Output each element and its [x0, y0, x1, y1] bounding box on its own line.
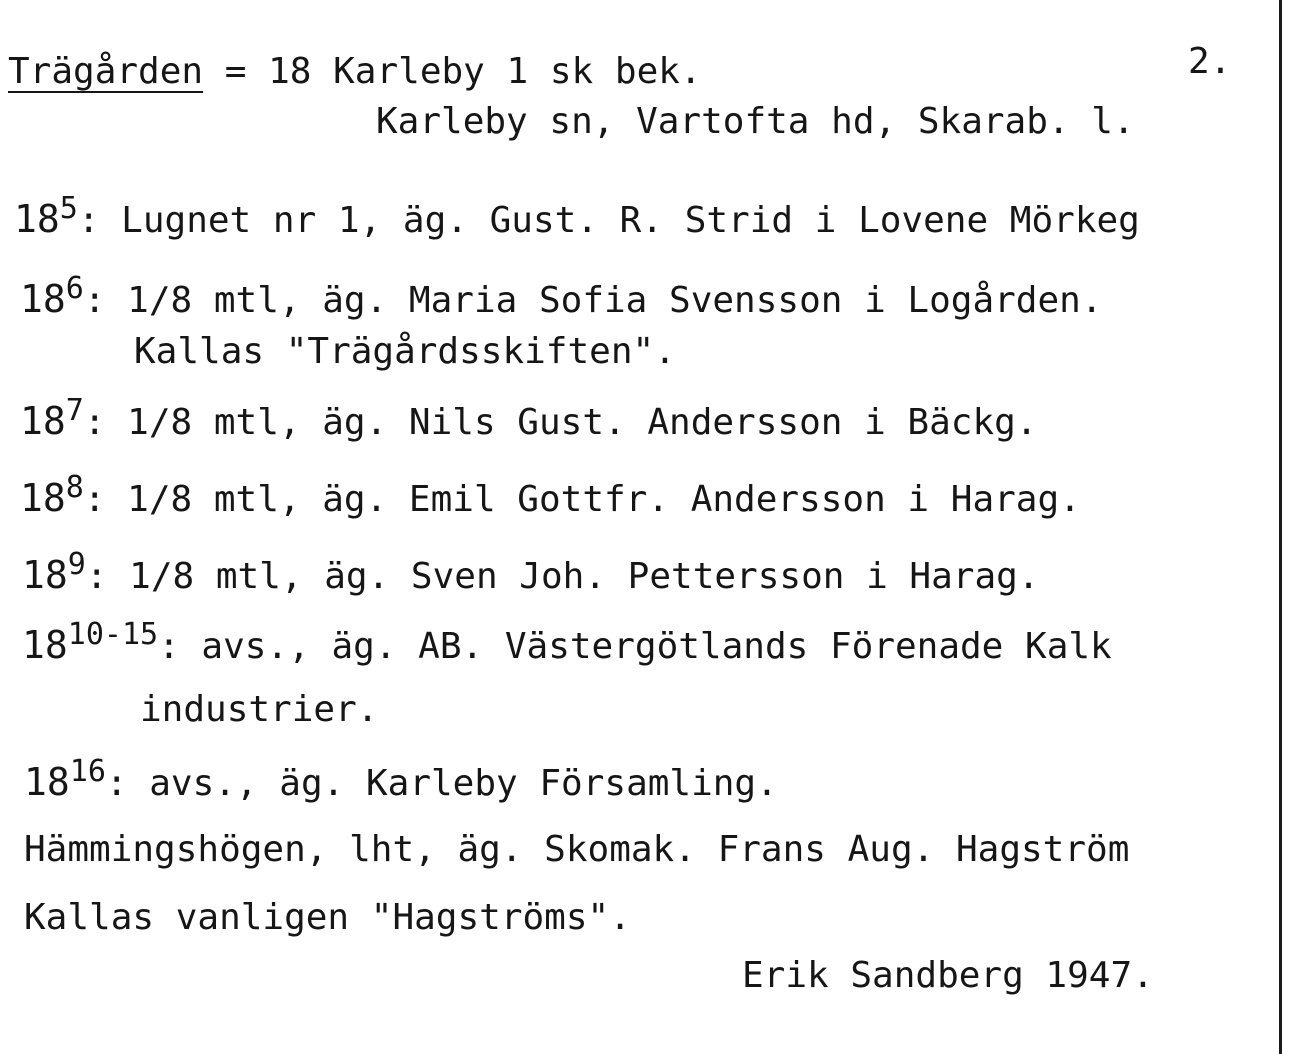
- entry-row: [20, 393, 1038, 443]
- entry-row: [20, 470, 1081, 520]
- page-number: 2.: [1188, 41, 1232, 82]
- entry-year: 18$^{10-15}$: [22, 617, 159, 667]
- entry-text: : avs., äg. Karleby Församling.: [105, 763, 778, 804]
- card-heading: [8, 51, 702, 92]
- entry-text: : 1/8 mtl, äg. Emil Gottfr. Andersson i Harag.: [83, 479, 1081, 520]
- entry-year-suffix: 5: [59, 191, 78, 226]
- entry-year: $18^8$: [20, 470, 84, 520]
- entry-row: [20, 271, 1103, 321]
- entry-year: $18^6$: [20, 271, 84, 321]
- heading-property: = 18 Karleby 1 sk bek.: [224, 51, 702, 92]
- entry-year-suffix: 6: [65, 271, 84, 306]
- place-name: Trägården: [8, 51, 204, 92]
- entry-year: $18^9$: [22, 547, 86, 597]
- entry-continuation: industrier.: [140, 689, 379, 730]
- entry-text: : 1/8 mtl, äg. Nils Gust. Andersson i Bäckg.: [83, 402, 1038, 443]
- entry-year: $18^{16}$: [24, 754, 106, 804]
- signature: Erik Sandberg 1947.: [742, 955, 1154, 996]
- entry-year-suffix: 9: [67, 547, 86, 582]
- entry-text: : Lugnet nr 1, äg. Gust. R. Strid i Lovene Mörkeg: [77, 200, 1140, 241]
- entry-year-suffix: 7: [65, 393, 84, 428]
- card-edge-line: [1279, 0, 1282, 1054]
- entry-year-suffix: 8: [65, 470, 84, 505]
- entry-year: $18^5$: [14, 191, 78, 241]
- entry-text: : 1/8 mtl, äg. Sven Joh. Pettersson i Harag.: [85, 556, 1040, 597]
- entry-row: [24, 754, 778, 804]
- entry-row: [22, 547, 1040, 597]
- entry-continuation: Kallas "Trägårdsskiften".: [134, 331, 676, 372]
- entry-row: [14, 191, 1140, 241]
- entry-year: $18^7$: [20, 393, 84, 443]
- note-line: Kallas vanligen "Hagströms".: [24, 897, 631, 938]
- entry-row: [22, 617, 1112, 667]
- entry-text: : avs., äg. AB. Västergötlands Förenade Kalk: [158, 626, 1112, 667]
- entry-year-suffix: 16: [69, 754, 106, 789]
- note-line: Hämmingshögen, lht, äg. Skomak. Frans Aug. Hagström: [24, 829, 1130, 870]
- entry-year-suffix: 10-15: [67, 617, 159, 652]
- parish-district: Karleby sn, Vartofta hd, Skarab. l.: [376, 101, 1135, 142]
- entry-text: : 1/8 mtl, äg. Maria Sofia Svensson i Logården.: [83, 280, 1103, 321]
